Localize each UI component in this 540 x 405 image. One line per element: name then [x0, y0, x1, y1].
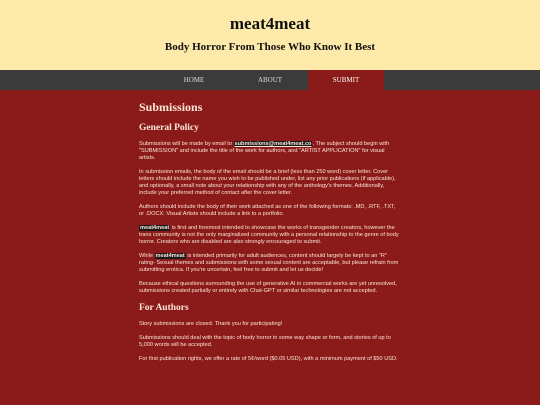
- authors-paragraph-2: Submissions should deal with the topic of body horror in some way shape or form, and stories of up to 5,000 words will be accepted.: [139, 335, 391, 348]
- text: While: [139, 253, 155, 259]
- content-column: [139, 100, 401, 370]
- text: is first and foremost intended to showcase the works of transgender creators, however the trans community is not the only marginalized community with a personal relationship to the genre of body horror. Creators who are disabled are also strongly encouraged to submit.: [139, 225, 399, 245]
- main-content: [0, 90, 540, 405]
- nav-submit[interactable]: SUBMIT: [308, 70, 384, 90]
- text: . The subject should begin with "SUBMISSION" and include the title of the work for authors, and "ARTIST APPLICATION" for visual artists.: [139, 141, 390, 161]
- page-title: Submissions: [139, 100, 203, 114]
- text: Submissions will be made by email to: [139, 141, 234, 147]
- submissions-email-link[interactable]: submissions@meat4meat.co: [234, 141, 312, 147]
- text: is intended primarily for adult audiences, content should largely be kept to an "R" rating- Sexual themes and submissions with some sexual content are acceptable, but please refrain from submitting erotica. If you're uncertain, feel free to submit and let us decide!: [139, 253, 399, 273]
- site-title: meat4meat: [229, 14, 311, 33]
- authors-paragraph-1: Story submissions are closed. Thank you for participating!: [139, 321, 283, 327]
- main-nav: [0, 70, 540, 90]
- general-paragraph-5: [139, 253, 401, 274]
- site-header: [0, 0, 540, 70]
- general-policy-heading: General Policy: [139, 123, 199, 133]
- general-paragraph-2: In submission emails, the body of the email should be a brief (less than 250 word) cover letter. Cover letters should include the name you wish to be published under, list any prior publications (if applicable), and optionally, a small note about your relationship with any of the anthology's themes. Additionally, include your preferred method of contact after the cover letter.: [139, 169, 396, 196]
- general-paragraph-3: Authors should include the body of their work attached as one of the following formats: .MD, .RTF, .TXT, or .DOCX. Visual Artists should include a link to a portfolio.: [139, 204, 396, 217]
- authors-paragraph-3: For first publication rights, we offer a rate of 5¢/word ($0.05 USD), with a minimum payment of $50 USD.: [139, 356, 398, 362]
- for-authors-heading: For Authors: [139, 303, 189, 313]
- general-paragraph-6: Because ethical questions surrounding the use of generative AI in commercial works are yet unresolved, submissions created partially or entirely with Chat-GPT or similar technologies are not accepted.: [139, 281, 397, 294]
- site-tagline: Body Horror From Those Who Know It Best: [164, 41, 376, 53]
- general-paragraph-4: [139, 225, 401, 246]
- nav-home[interactable]: HOME: [183, 76, 205, 84]
- brand-name-highlight: meat4meat: [140, 225, 170, 231]
- general-paragraph-1: [139, 141, 401, 162]
- nav-about[interactable]: ABOUT: [257, 76, 283, 84]
- brand-name-highlight: meat4meat: [155, 253, 185, 259]
